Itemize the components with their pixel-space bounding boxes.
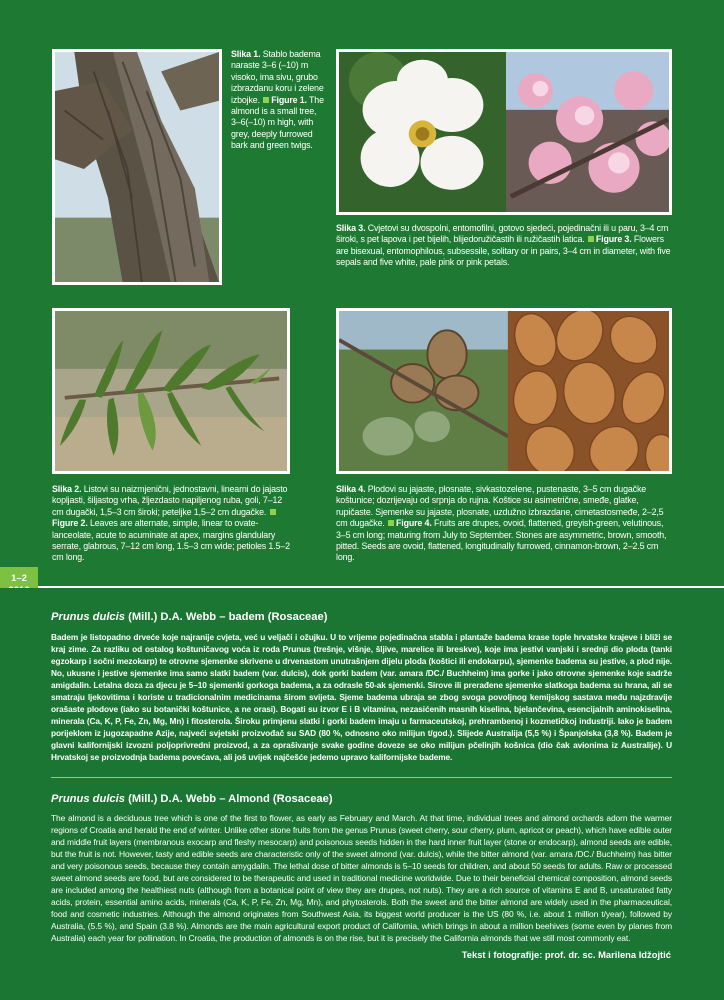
caption-figure-1: Slika 1. Stablo badema naraste 3–6 (–10) m visoko, ima sivu, grubo izbrazdanu koru i zelene izbojke. Figure 1. The almond is a small tree, 3–6(–10) m high, with grey, deeply furrowed bark and green twigs.: [231, 49, 324, 151]
caption-figure-3: Slika 3. Cvjetovi su dvospolni, entomofilni, gotovo sjedeći, pojedinačni ili u paru, 3–4 cm široki, s pet lapova i pet bijelih, blijedoružičastih ili ružičastih latica. Figure 3. Flowers are bisexual, entomophilous, subsessile, solitary or in pairs, 3–4 cm in diameter, with five sepals and five white, pale pink or pink petals.: [336, 223, 671, 268]
square-bullet-icon: [588, 236, 594, 242]
article-title-hr: Prunus dulcis (Mill.) D.A. Webb – badem (Rosaceae): [51, 611, 328, 623]
photo-almond-leaves: [52, 308, 290, 474]
caption-figure-2: Slika 2. Listovi su naizmjenični, jednostavni, linearni do jajasto kopljasti, šiljastog vrha, žljezdasto napiljenog ruba, goli, 7–12 cm dugački, 1,5–3 cm široki; peteljke 1,5–2 cm dugačke. Figure 2. Leaves are alternate, simple, linear to ovate-lanceolate, acute to acuminate at apex, margins glandulary serrate, glabrous, 7–12 cm long, 1.5–3 cm wide; petioles 1.5–2 cm long.: [52, 484, 290, 563]
issue-number: 1–2: [11, 573, 27, 584]
photo-almond-flowers: [336, 49, 672, 215]
article-body-en: The almond is a deciduous tree which is one of the first to flower, as early as February and March. At that time, individual trees and almond orchards adorn the warmer regions of Croatia and herald the end of winter. Unlike other stone fruits from the genus Prunus (sweet cherry, sour cherry, plum, apricot or peach), which have edible outer and middle fruit layers (membranous exocarp and fleshy mesocarp) and poisonous seeds hidden in the hard inner fruit layer (stone or endocarp), almond seeds are edible, but the fruit is not. However, tasty and edible seeds are characteristic only of the sweet almond (var. dulcis), while the bitter almond (var. amara /DC./ Buchheim) has bitter and very poisonous seeds, because they contain amygdalin. The lethal dose of bitter almonds is 5–10 seeds for children, and about 50 seeds for adults. Raw or processed sweet almond seeds are food, but are considered to be therapeutic and used in traditional medicine worldwide. Due to their beneficial chemical composition, almond seeds are included among the healthiest nuts (although from a botanical point of view they are drupes, not nuts). They are a rich source of vitamins E and B, unsaturated fatty acids, protein, essential amino acids, minerals (Ca, K, P, Fe, Zn, Mg, Mn), and phytosterols. Both the sweet and the bitter almond are widely used in the pharmaceutical, food and cosmetic industries. Although the almond originates from Southwest Asia, its biggest world producer is the US (80 %, i.e. about 1 million t/year), followed by Australia, (5.5 %), and Spain (3.8 %). Almonds are the main agricultural export product of California, which brings in about a million beehives (some even by planes from Australia) each year for pollination. In Croatia, the production of almonds is on the rise, but it is precisely the California almonds that we still most commonly eat.: [51, 813, 672, 943]
photo-almond-fruits: [336, 308, 672, 474]
article-title-en: Prunus dulcis (Mill.) D.A. Webb – Almond (Rosaceae): [51, 793, 333, 805]
square-bullet-icon: [270, 509, 276, 515]
square-bullet-icon: [388, 520, 394, 526]
square-bullet-icon: [263, 97, 269, 103]
caption-figure-4: Slika 4. Plodovi su jajaste, plosnate, sivkastozelene, pustenaste, 3–5 cm dugačke koštunice; dozrijevaju od srpnja do rujna. Koštice su asimetrične, smeđe, glatke, rupičaste. Sjemenke su jajaste, plosnate, uzdužno izbrazdane, cimetastosmeđe, 2–2,5 cm dugačke. Figure 4. Fruits are drupes, ovoid, flattened, greyish-green, velutinous, 3–5 cm long; maturing from July to September. Stones are asymmetric, brown, smooth, pitted. Seeds are ovoid, flattened, longitudinally furrowed, cinnamon-brown, 2–2.5 cm long.: [336, 484, 667, 563]
photo-almond-bark: [52, 49, 222, 285]
article-body-hr: Badem je listopadno drvеće koje najranije cvjeta, već u veljači i ožujku. U to vrijeme pojedinačna stabla i plantaže badema krase tople hrvatske krajeve i bliži se kraj zime. Za razliku od ostalog koštuničavog voća iz roda Prunus (trešnje, višnje, šljive, marelice ili breskve), koje ima jestivi vanjski i srednji dio ploda (tanki egzokarp i sočni mezokarp) te otrovne sjemenke skrivene u drvenastom unutrašnjem dijelu ploda (koštici ili endokarpu), sjemenke badema su jestive, a plod nije. No, ukusne i jestive sjemenke ima samo slatki badem (var. dulcis), dok gorki badem (var. amara /DC./ Buchheim) ima gorke i jako otrovne sjemenke koje sadrže amigdalin. Letalna doza za djecu je 5–10 sjemenki gorkoga badema, a za odrasle 50-ak sjemenki. Sirove ili prerađene sjemenke slatkoga badema su hrana, ali se smatraju ljekovitima i koriste u tradicionalnim medicinama širom svijeta. Sjeme badema ubraja se zbog svoga povoljnog kemijskog sastava među najzdravije orašaste plodove (iako su botanički koštunice, a ne orasi). Bogati su izvor E i B vitamina, nezasićenih masnih kiselina, bjelančevina, esencijalnih aminokiselina, minerala (Ca, K, P, Fe, Zn, Mg, Mn) i fitosterola. Široku primjenu slatki i gorki badem imaju u farmaceutskoj, prehrambenoj i kozmetičkoj industriji. Iako je badem porijeklom iz jugozapadne Azije, najveći svjetski proizvođač su SAD (80 %, odnosno oko milijun t/god.). Slijede Australija (5,5 %) i Španjolska (3,8 %). Badem je glavni kalifornijski izvozni poljoprivredni proizvod, a za oprašivanje svake godine doveze se oko milijun pčelinjih košnica (dio čak avionima iz Australije). U Hrvatskoj se proizvodnja badema povećava, ali još uvijek najčešće jedemo upravo kalifornijske bademe.: [51, 632, 672, 762]
divider-line: [51, 777, 672, 778]
photo-credit: Tekst i fotografije: prof. dr. sc. Marilena Idžojtić: [461, 949, 671, 960]
